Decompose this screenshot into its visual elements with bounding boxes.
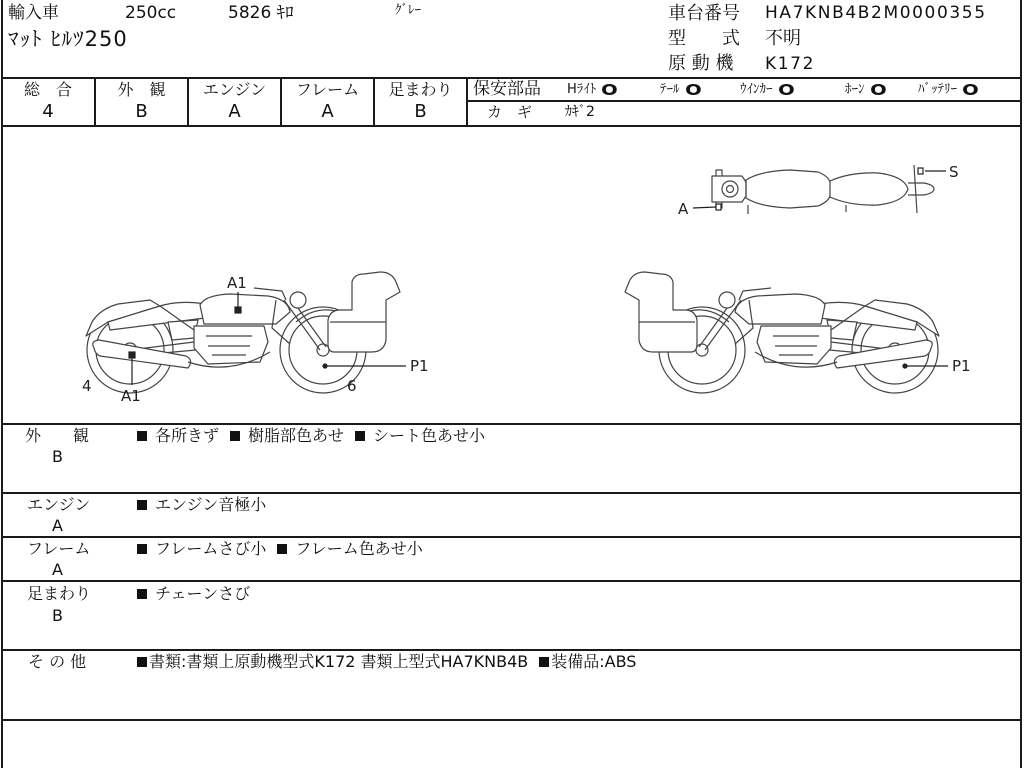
bullet-square-icon	[277, 544, 287, 554]
bullet-square-icon	[355, 431, 365, 441]
divider	[1, 649, 1022, 651]
divider	[1, 580, 1022, 582]
taillight	[722, 181, 738, 197]
remark-items	[137, 496, 277, 514]
engine-code-label: 原 動 機	[668, 53, 734, 74]
bullet-square-icon	[137, 657, 147, 667]
engine-displacement: 250cc	[125, 3, 177, 23]
safety-item-battery	[918, 82, 977, 99]
remark-items	[137, 585, 261, 603]
fuel-tank	[200, 294, 290, 324]
model-code-label: 型 式	[668, 28, 740, 49]
divider	[467, 100, 1021, 102]
model-name: ﾏｯﾄ ﾋﾙﾂ250	[8, 27, 128, 51]
bullet-square-icon	[137, 500, 147, 510]
safety-item-name: ﾊﾞｯﾃﾘｰ	[918, 82, 957, 98]
grade-frame	[282, 79, 373, 125]
remark-item: チェーンさび	[155, 584, 251, 603]
remark-label-exterior: 外 観	[25, 426, 90, 445]
remark-item: 各所きず	[155, 426, 220, 445]
damage-marker	[235, 307, 241, 313]
damage-marker	[716, 204, 721, 210]
key-label: カ ギ	[487, 103, 533, 121]
divider	[1, 492, 1022, 494]
frame-number: HA7KNB4B2M0000355	[765, 3, 987, 23]
safety-item-horn	[845, 81, 887, 99]
remark-item: 装備品:ABS	[551, 652, 637, 671]
grade-label: フレーム	[295, 80, 360, 99]
grade-suspension	[375, 79, 466, 125]
remark-item: 樹脂部色あせ	[248, 426, 345, 445]
marker-label: A1	[227, 274, 247, 292]
damage-marker	[129, 352, 135, 358]
remark-grade: A	[52, 516, 63, 535]
handlebar-top	[914, 165, 917, 213]
safety-item-status: O	[601, 81, 618, 99]
marker-label: P1	[952, 357, 971, 375]
engine-code: K172	[765, 54, 815, 74]
safety-item-name: ｳｲﾝｶｰ	[740, 82, 773, 98]
remark-grade: B	[52, 606, 63, 625]
motorcycle-right-side-view	[625, 272, 939, 393]
marker-label: A	[678, 200, 689, 218]
grade-overall	[2, 79, 94, 125]
damage-marker	[918, 168, 923, 174]
remark-grade: A	[52, 560, 63, 579]
taillight-lens	[727, 186, 734, 193]
remark-item: シート色あせ小	[373, 426, 486, 445]
leader-line	[693, 207, 716, 208]
remark-label-suspension: 足まわり	[27, 584, 92, 603]
divider	[1, 719, 1022, 721]
model-code: 不明	[765, 28, 801, 49]
safety-item-status: O	[869, 81, 887, 99]
bullet-square-icon	[137, 589, 147, 599]
safety-item-turn-signal	[740, 81, 795, 99]
safety-item-taillight	[660, 81, 702, 99]
safety-item-status: O	[777, 81, 795, 99]
vehicle-category: 輸入車	[8, 3, 59, 23]
grade-value: B	[135, 101, 148, 122]
remark-item: フレームさび小	[155, 539, 267, 558]
headlight	[290, 292, 306, 308]
grade-label: 総 合	[23, 80, 72, 99]
remark-grade: B	[52, 447, 63, 466]
remark-item: フレーム色あせ小	[295, 539, 423, 558]
grade-value: A	[321, 101, 334, 122]
safety-parts-label: 保安部品	[473, 79, 541, 99]
seat-top	[746, 170, 830, 208]
bullet-square-icon	[137, 431, 147, 441]
safety-item-status: O	[962, 81, 979, 99]
safety-item-name: Hﾗｲﾄ	[567, 82, 597, 98]
remark-items	[137, 540, 434, 558]
headlight-top	[908, 183, 934, 195]
safety-item-headlight	[567, 82, 616, 99]
fuel-tank-top	[830, 173, 908, 205]
frame-number-label: 車台番号	[668, 3, 740, 24]
bullet-square-icon	[539, 657, 549, 667]
damage-marker	[903, 364, 907, 368]
damage-diagram	[0, 127, 1024, 424]
marker-label: 6	[347, 377, 357, 395]
key-value: ｶｷﾞ2	[565, 104, 595, 120]
remark-items	[137, 427, 496, 445]
marker-label: A1	[121, 387, 141, 405]
remark-item: エンジン音極小	[155, 495, 267, 514]
marker-label: S	[949, 163, 959, 181]
remark-items	[137, 653, 647, 671]
grade-value: A	[228, 101, 241, 122]
remark-item: 書類:書類上原動機型式K172 書類上型式HA7KNB4B	[149, 652, 529, 671]
footpegs	[748, 205, 846, 214]
grade-value: 4	[42, 101, 54, 122]
motorcycle-top-view	[712, 165, 934, 214]
grade-label: 足まわり	[388, 80, 453, 99]
safety-item-status: O	[684, 81, 702, 99]
safety-item-name: ﾃｰﾙ	[660, 82, 680, 98]
divider	[1, 536, 1022, 538]
grade-exterior	[96, 79, 187, 125]
column-divider	[466, 78, 468, 126]
luggage-box	[328, 272, 400, 352]
vehicle-color: ｸﾞﾚｰ	[395, 3, 421, 18]
damage-marker	[323, 364, 327, 368]
grade-value: B	[414, 101, 427, 122]
bullet-square-icon	[137, 544, 147, 554]
grade-label: 外 観	[117, 80, 166, 99]
remark-label-frame: フレーム	[27, 539, 91, 558]
mileage: 5826 ｷﾛ	[228, 3, 294, 23]
remark-label-other: そ の 他	[28, 652, 87, 671]
rear-rack	[712, 176, 746, 202]
bullet-square-icon	[230, 431, 240, 441]
grade-engine	[189, 79, 280, 125]
remark-label-engine: エンジン	[27, 495, 91, 514]
marker-label: P1	[410, 357, 429, 375]
safety-item-name: ﾎｰﾝ	[845, 82, 865, 98]
marker-label: 4	[82, 377, 92, 395]
grade-label: エンジン	[202, 80, 267, 99]
